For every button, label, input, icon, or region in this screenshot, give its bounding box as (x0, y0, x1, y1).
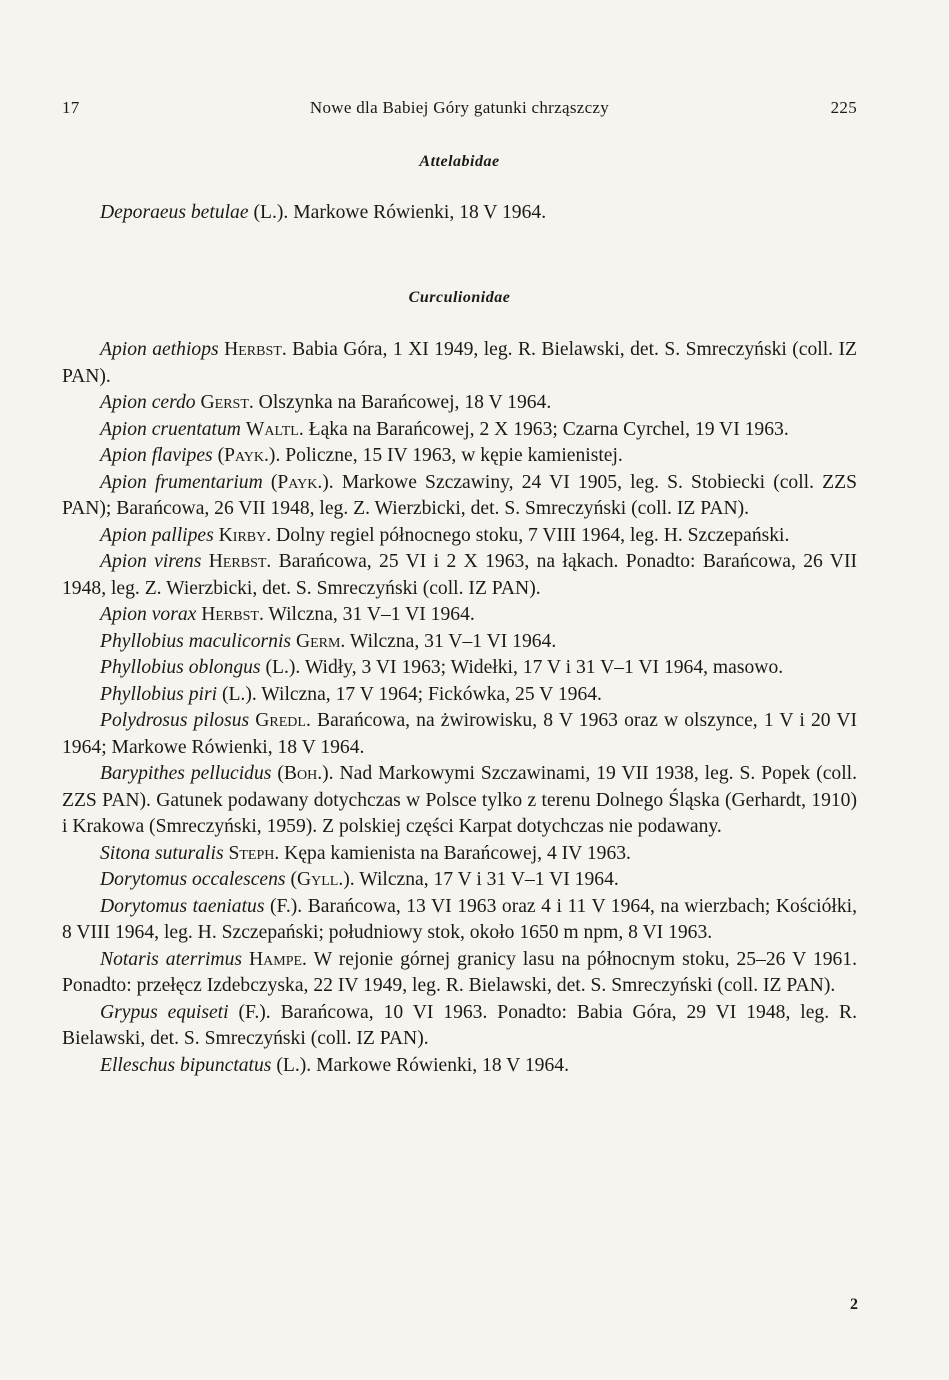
species-name: Apion aethiops (100, 339, 219, 360)
species-record: Widły, 3 VI 1963; Widełki, 17 V i 31 V–1 VI 1964, masowo. (300, 657, 784, 678)
species-name: Apion vorax (100, 604, 197, 625)
species-entry (62, 708, 857, 761)
species-name: Apion cruentatum (100, 418, 241, 440)
species-author: Herbst. (224, 339, 287, 360)
species-author: Gredl. (255, 710, 311, 731)
species-record: Wilczna, 31 V–1 VI 1964. (263, 604, 475, 625)
running-title: Nowe dla Babiej Góry gatunki chrząszczy (309, 98, 610, 117)
species-name: Notaris aterrimus (100, 948, 242, 970)
species-author: (Payk.). (270, 471, 334, 493)
species-author: Waltl. (245, 418, 304, 440)
species-entry (62, 1053, 857, 1080)
species-author: Herbst. (208, 551, 272, 572)
species-entry (62, 894, 857, 947)
species-author: Germ. (295, 630, 346, 652)
species-name: Apion virens (100, 551, 202, 572)
species-entry (62, 549, 857, 602)
species-author: Herbst. (201, 604, 264, 625)
species-name: Apion pallipes (100, 524, 214, 546)
family-heading-curculionidae: Curculionidae (408, 289, 511, 306)
species-name: Dorytomus occalescens (100, 869, 286, 890)
species-entry (62, 523, 857, 550)
species-entry (62, 761, 857, 841)
species-entry (62, 470, 857, 523)
species-record: Olszynka na Barańcowej, 18 V 1964. (253, 392, 552, 413)
species-name: Grypus equiseti (100, 1001, 229, 1023)
species-entry (62, 390, 857, 417)
family-heading-attelabidae: Attelabidae (419, 153, 500, 170)
page-number-right: 225 (830, 98, 857, 117)
species-record: Markowe Szczawiny, 24 VI 1905, leg. S. Stobiecki (coll. ZZS PAN); Barańcowa, 26 VII 1948, leg. Z. Wierzbicki, det. S. Smreczyński (coll. IZ PAN). (62, 471, 857, 519)
species-record: Wilczna, 31 V–1 VI 1964. (345, 630, 557, 652)
species-author: Steph. (228, 842, 280, 864)
species-record: Barańcowa, 13 VI 1963 oraz 4 i 11 V 1964, na wierzbach; Kościółki, 8 VIII 1964, leg. H. Szczepański; południowy stok, około 1650 m npm, 8 VI 1963. (62, 895, 857, 943)
species-entry (62, 629, 857, 656)
species-name: Apion frumentarium (100, 471, 263, 493)
species-record: Babia Góra, 1 XI 1949, leg. R. Bielawski, det. S. Smreczyński (coll. IZ PAN). (62, 339, 858, 387)
species-record: Barańcowa, 25 VI i 2 X 1963, na łąkach. Ponadto: Barańcowa, 26 VII 1948, leg. Z. Wierzbicki, det. S. Smreczyński (coll. IZ PAN). (62, 551, 858, 599)
species-entry (62, 417, 857, 444)
species-name: Dorytomus taeniatus (100, 895, 265, 917)
species-entry (62, 682, 857, 709)
species-name: Barypithes pellucidus (100, 763, 272, 784)
species-record: Markowe Rówienki, 18 V 1964. (311, 1054, 569, 1076)
species-record: Wilczna, 17 V i 31 V–1 VI 1964. (354, 869, 619, 890)
species-author: (L.). (265, 657, 301, 678)
species-record: Barańcowa, 10 VI 1963. Ponadto: Babia Góra, 29 VI 1948, leg. R. Bielawski, det. S. Smreczyński (coll. IZ PAN). (62, 1001, 857, 1049)
species-name: Apion flavipes (100, 445, 213, 466)
species-entry (62, 602, 857, 629)
species-record: W rejonie górnej granicy lasu na północnym stoku, 25–26 V 1961. Ponadto: przełęcz Izdebczyska, 22 IV 1949, leg. R. Bielawski, det. S. Smreczyński (coll. IZ PAN). (62, 948, 857, 996)
species-name: Elleschus bipunctatus (100, 1054, 272, 1076)
page-number-left: 17 (62, 98, 80, 117)
species-author: (Gyll.). (290, 869, 355, 890)
species-author: Gerst. (200, 392, 254, 413)
section-curculionidae (62, 337, 857, 1079)
sheet-signature: 2 (850, 1296, 858, 1313)
species-author: (L.). (221, 683, 257, 705)
species-name: Phyllobius piri (100, 683, 218, 705)
species-record: Łąka na Barańcowej, 2 X 1963; Czarna Cyrchel, 19 VI 1963. (303, 418, 789, 440)
species-record: Nad Markowymi Szczawinami, 19 VII 1938, leg. S. Popek (coll. ZZS PAN). Gatunek podawany dotychczas w Polsce tylko z terenu Dolnego Śląska (Gerhardt, 1910) i Krakowa (Smreczyński, 1959). Z polskiej części Karpat dotychczas nie podawany. (62, 763, 858, 837)
species-author: (L.). (253, 202, 289, 223)
species-record: Policzne, 15 IV 1963, w kępie kamienistej. (280, 445, 623, 466)
species-name: Apion cerdo (100, 392, 196, 413)
species-name: Phyllobius oblongus (100, 657, 261, 678)
species-entry (62, 443, 857, 470)
species-record: Wilczna, 17 V 1964; Fickówka, 25 V 1964. (256, 683, 602, 705)
species-entry (62, 200, 857, 227)
species-author: Hampe. (249, 948, 307, 970)
species-author: (L.). (276, 1054, 312, 1076)
species-name: Sitona suturalis (100, 842, 224, 864)
species-name: Phyllobius maculicornis (100, 630, 292, 652)
species-author: (F.). (269, 895, 303, 917)
species-entry (62, 1000, 857, 1053)
species-entry (62, 867, 857, 894)
species-record: Markowe Rówienki, 18 V 1964. (288, 202, 547, 223)
species-name: Polydrosus pilosus (100, 710, 250, 731)
species-entry (62, 947, 857, 1000)
species-author: (Boh.). (277, 763, 334, 784)
species-entry (62, 841, 857, 868)
species-record: Kępa kamienista na Barańcowej, 4 IV 1963. (279, 842, 631, 864)
species-name: Deporaeus betulae (100, 202, 249, 223)
species-entry (62, 655, 857, 682)
species-author: (Payk.). (217, 445, 281, 466)
species-entry (62, 337, 857, 390)
species-record: Barańcowa, na żwirowisku, 8 V 1963 oraz w olszynce, 1 V i 20 VI 1964; Markowe Rówienki, 18 V 1964. (62, 710, 857, 758)
species-author: (F.). (238, 1001, 271, 1023)
section-attelabidae (62, 200, 857, 227)
species-author: Kirby. (218, 524, 272, 546)
species-record: Dolny regiel północnego stoku, 7 VIII 1964, leg. H. Szczepański. (271, 524, 790, 546)
